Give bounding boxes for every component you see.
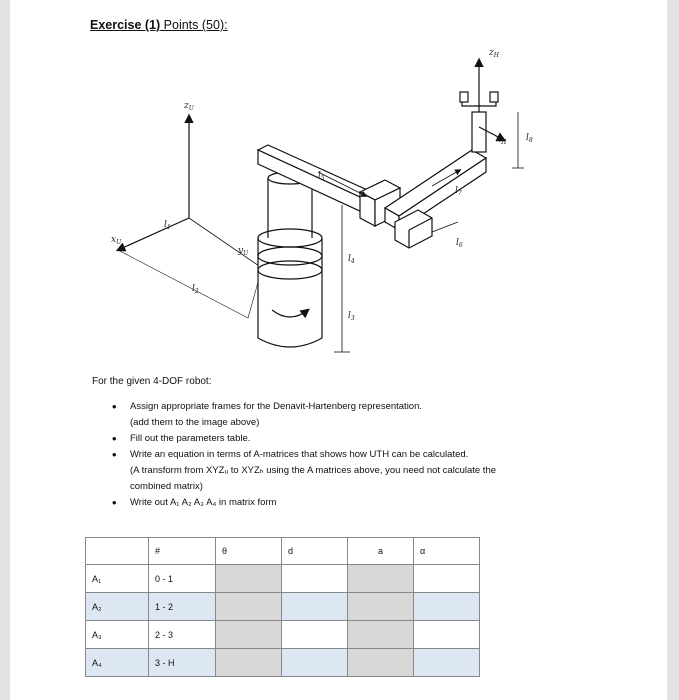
task-item — [110, 447, 560, 495]
alpha-cell[interactable] — [414, 565, 480, 593]
label-l3: $l_3$ — [348, 311, 355, 322]
label-zh: $z_H$ — [489, 48, 499, 59]
d-cell[interactable] — [282, 649, 348, 677]
row-number: 3 - H — [149, 649, 216, 677]
exercise-title-points: Points (50): — [160, 18, 228, 32]
table-row — [86, 565, 480, 593]
task-line: • Write out A₁ A₂ A₃ A₄ in matrix form — [130, 497, 277, 508]
a-cell[interactable] — [348, 649, 414, 677]
row-number: 1 - 2 — [149, 593, 216, 621]
header-alpha: α — [414, 538, 480, 565]
row-number: 2 - 3 — [149, 621, 216, 649]
theta-cell[interactable] — [216, 649, 282, 677]
table-row — [86, 621, 480, 649]
row-name: A₄ — [86, 649, 149, 677]
universal-frame — [118, 116, 262, 318]
task-list — [110, 399, 560, 511]
base-cylinder — [258, 229, 322, 347]
label-l2: $l_2$ — [192, 284, 199, 295]
alpha-cell[interactable] — [414, 621, 480, 649]
label-l7: $l_7$ — [455, 186, 462, 197]
task-line: combined matrix) — [130, 481, 203, 492]
intro-text: For the given 4-DOF robot: — [92, 376, 212, 387]
arm-2 — [385, 150, 486, 248]
task-line: • Fill out the parameters table. — [130, 433, 251, 444]
label-xh: $x_H$ — [496, 135, 507, 146]
label-l5: $l_5$ — [318, 171, 325, 182]
a-cell[interactable] — [348, 621, 414, 649]
exercise-title-bold: Exercise (1) — [90, 18, 161, 32]
a-cell[interactable] — [348, 565, 414, 593]
theta-cell[interactable] — [216, 593, 282, 621]
d-cell[interactable] — [282, 565, 348, 593]
theta-cell[interactable] — [216, 565, 282, 593]
task-item — [110, 495, 560, 511]
label-yu: $y_U$ — [238, 246, 249, 257]
task-line: (add them to the image above) — [130, 417, 260, 428]
row-name: A₃ — [86, 621, 149, 649]
l2-guide — [118, 250, 248, 318]
task-item — [110, 399, 560, 431]
table-row — [86, 593, 480, 621]
table-header-row — [86, 538, 480, 565]
a-cell[interactable] — [348, 593, 414, 621]
table-row — [86, 649, 480, 677]
xu-axis — [118, 218, 189, 250]
task-line: • Write an equation in terms of A-matrices that shows how UTH can be calculated. — [130, 449, 469, 460]
task-item — [110, 431, 560, 447]
row-name: A₂ — [86, 593, 149, 621]
d-cell[interactable] — [282, 621, 348, 649]
dh-parameter-table — [85, 537, 480, 677]
yu-axis — [189, 218, 262, 268]
header-cell: # — [149, 538, 216, 565]
d-cell[interactable] — [282, 593, 348, 621]
task-line: (A transform from XYZᵤ to XYZₕ using the A matrices above, you need not calculate the — [130, 465, 497, 476]
header-theta: θ — [216, 538, 282, 565]
header-d: d — [282, 538, 348, 565]
alpha-cell[interactable] — [414, 593, 480, 621]
row-number: 0 - 1 — [149, 565, 216, 593]
label-zu: $z_U$ — [184, 101, 194, 112]
header-cell — [86, 538, 149, 565]
header-a: a — [348, 538, 414, 565]
task-line: • Assign appropriate frames for the Denavit-Hartenberg representation. — [130, 401, 423, 412]
label-l6: $l_6$ — [456, 238, 463, 249]
label-l4: $l_4$ — [348, 254, 355, 265]
alpha-cell[interactable] — [414, 649, 480, 677]
row-name: A₁ — [86, 565, 149, 593]
label-l8: $l_8$ — [526, 133, 533, 144]
label-l1: $l_1$ — [164, 220, 171, 231]
theta-cell[interactable] — [216, 621, 282, 649]
label-xu: $x_U$ — [111, 235, 122, 246]
